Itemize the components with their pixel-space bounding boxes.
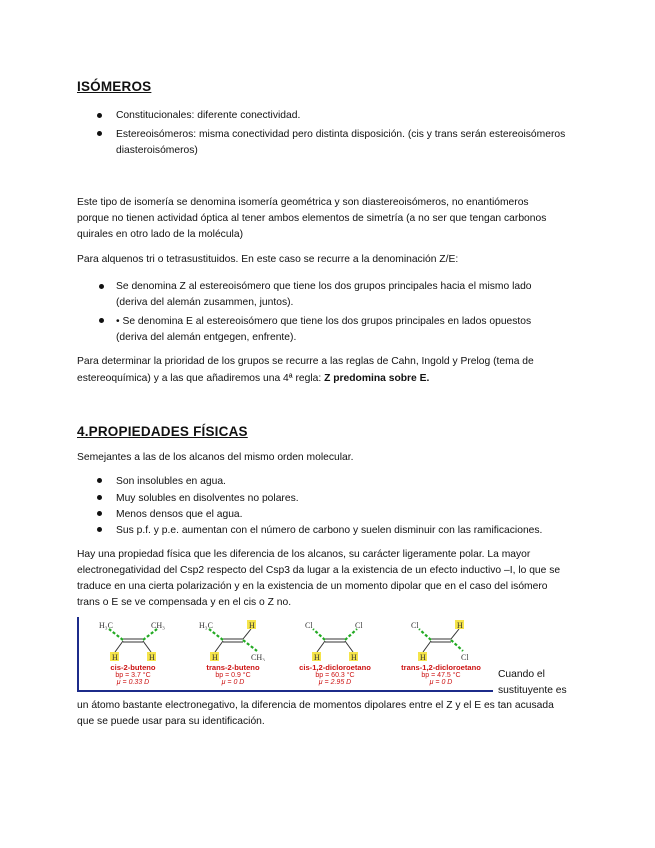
bullet-dot bbox=[97, 495, 102, 500]
substituent-label: Cl bbox=[355, 621, 363, 630]
paragraph-line: trans o E se ve compensada y en el cis o Z no. bbox=[77, 597, 292, 608]
paragraph-line: quirales en otro lado de la molécula) bbox=[77, 229, 243, 240]
side-text-line: sustituyente es bbox=[498, 685, 567, 696]
section-title-isomeros: ISÓMEROS bbox=[77, 79, 152, 94]
figure-left-border bbox=[77, 617, 79, 692]
molecule-mu: μ = 0 D bbox=[221, 679, 245, 686]
molecule-name: trans-1,2-dicloroetano bbox=[401, 663, 481, 672]
molecule-trans-dicloroetano bbox=[389, 617, 493, 686]
molecule-structure bbox=[389, 617, 493, 661]
substituent-label: H bbox=[212, 653, 218, 661]
molecule-name: cis-2-buteno bbox=[110, 663, 156, 672]
substituent-label: CH₃ bbox=[251, 653, 265, 661]
section-title-propiedades: 4.PROPIEDADES FÍSICAS bbox=[77, 424, 248, 439]
substituent-label: CH₃ bbox=[151, 621, 165, 630]
bullet-dot bbox=[99, 284, 104, 289]
bullet-dot bbox=[97, 131, 102, 136]
bullet-insolubles: Son insolubles en agua. bbox=[116, 476, 226, 487]
substituent-label: Cl bbox=[305, 621, 313, 630]
molecule-bp: bp = 60.3 °C bbox=[315, 672, 355, 679]
bullet-z: Se denomina Z al estereoisómero que tiene los dos grupos principales hacia el mismo lado bbox=[116, 281, 532, 292]
paragraph-line: estereoquímica) y a las que añadiremos una 4ª regla: Z predomina sobre E. bbox=[77, 373, 430, 384]
paragraph-line: porque no tienen actividad óptica al tener ambos elementos de simetría (a no ser que tengan carbonos bbox=[77, 213, 547, 224]
bullet-solubles: Muy solubles en disolventes no polares. bbox=[116, 493, 299, 504]
molecule-mu: μ = 0.33 D bbox=[116, 679, 150, 686]
substituent-label: H₃C bbox=[99, 621, 113, 630]
molecule-bp: bp = 47.5 °C bbox=[421, 672, 461, 679]
paragraph-intro: Semejantes a las de los alcanos del mismo orden molecular. bbox=[77, 452, 354, 463]
paragraph-line: un átomo bastante electronegativo, la diferencia de momentos dipolares entre el Z y el E es tan acusada bbox=[77, 700, 554, 711]
bullet-dot bbox=[97, 527, 102, 532]
molecule-structure bbox=[85, 617, 181, 661]
molecule-mu: μ = 0 D bbox=[429, 679, 453, 686]
substituent-label: H bbox=[149, 653, 155, 661]
molecule-trans-2-buteno bbox=[185, 617, 281, 686]
paragraph-alquenos: Para alquenos tri o tetrasustituidos. En este caso se recurre a la denominación Z/E: bbox=[77, 254, 459, 265]
isomers-figure bbox=[77, 617, 493, 692]
paragraph-line: que se puede usar para su identificación. bbox=[77, 716, 265, 727]
bullet-z-cont: (deriva del alemán zusammen, juntos). bbox=[116, 297, 294, 308]
bullet-dot bbox=[97, 478, 102, 483]
molecule-structure bbox=[285, 617, 385, 661]
substituent-label: H bbox=[457, 621, 463, 630]
molecule-structure bbox=[185, 617, 281, 661]
paragraph-line: Este tipo de isomería se denomina isomería geométrica y son diastereoisómeros, no enantiómeros bbox=[77, 197, 529, 208]
substituent-label: Cl bbox=[461, 653, 469, 661]
bullet-estereoisomeros-cont: diasteroisómeros) bbox=[116, 145, 198, 156]
substituent-label: H bbox=[351, 653, 357, 661]
bullet-densos: Menos densos que el agua. bbox=[116, 509, 243, 520]
molecule-bp: bp = 3.7 °C bbox=[115, 672, 151, 679]
molecule-cis-2-buteno bbox=[85, 617, 181, 686]
paragraph-line: Para determinar la prioridad de los grupos se recurre a las reglas de Cahn, Ingold y Prelog (tema de bbox=[77, 356, 534, 367]
bold-rule: Z predomina sobre E. bbox=[324, 373, 430, 384]
molecule-name: trans-2-buteno bbox=[206, 663, 260, 672]
molecule-bp: bp = 0.9 °C bbox=[215, 672, 251, 679]
substituent-label: H bbox=[249, 621, 255, 630]
paragraph-line: traduce en una cierta polarización y en la existencia de un momento dipolar que en el caso del isómero bbox=[77, 581, 548, 592]
bullet-dot bbox=[99, 318, 104, 323]
paragraph-line: electronegatividad del Csp2 respecto del Csp3 da lugar a la existencia de un efecto inductivo –I, lo que se bbox=[77, 565, 561, 576]
substituent-label: H₃C bbox=[199, 621, 213, 630]
bullet-estereoisomeros: Estereoisómeros: misma conectividad pero distinta disposición. (cis y trans serán estereoisómeros bbox=[116, 129, 566, 140]
side-text-line: Cuando el bbox=[498, 669, 545, 680]
bullet-pf-pe: Sus p.f. y p.e. aumentan con el número de carbono y suelen disminuir con las ramificaciones. bbox=[116, 525, 543, 536]
molecule-name: cis-1,2-dicloroetano bbox=[299, 663, 371, 672]
bullet-constitucionales: Constitucionales: diferente conectividad. bbox=[116, 110, 301, 121]
paragraph-line: Hay una propiedad física que les diferencia de los alcanos, su carácter ligeramente polar. La mayor bbox=[77, 549, 531, 560]
bullet-e-cont: (deriva del alemán entgegen, enfrente). bbox=[116, 332, 297, 343]
bullet-dot bbox=[97, 113, 102, 118]
figure-bottom-border bbox=[77, 690, 493, 692]
molecule-mu: μ = 2.95 D bbox=[318, 679, 352, 686]
substituent-label: Cl bbox=[411, 621, 419, 630]
molecule-cis-dicloroetano bbox=[285, 617, 385, 686]
substituent-label: H bbox=[314, 653, 320, 661]
substituent-label: H bbox=[420, 653, 426, 661]
bullet-dot bbox=[97, 511, 102, 516]
bullet-e: • Se denomina E al estereoisómero que tiene los dos grupos principales en lados opuestos bbox=[116, 316, 532, 327]
substituent-label: H bbox=[112, 653, 118, 661]
